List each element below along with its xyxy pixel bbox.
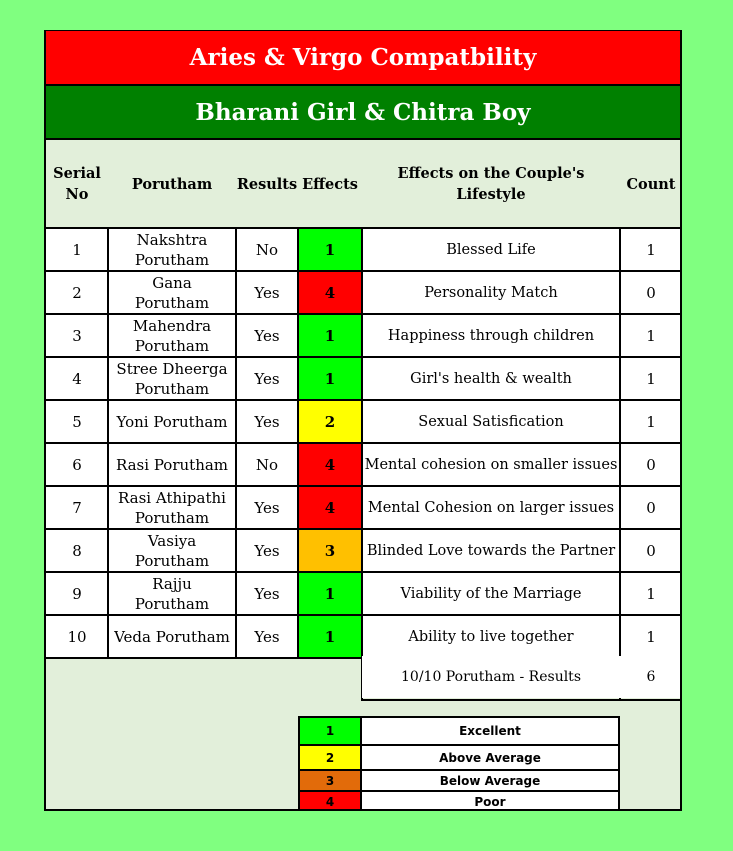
cell-serial: 8 [46, 530, 108, 571]
cell-serial: 4 [46, 358, 108, 399]
effect-badge: 3 [298, 530, 362, 571]
column-divider [107, 227, 109, 658]
column-divider [619, 227, 621, 658]
cell-serial: 3 [46, 315, 108, 356]
cell-lifestyle: Mental Cohesion on larger issues [362, 487, 620, 528]
legend-label: Below Average [362, 771, 618, 790]
row-divider [46, 313, 682, 315]
cell-count: 0 [620, 530, 682, 571]
row-divider [46, 528, 682, 530]
row-divider [46, 485, 682, 487]
header-effects: Effects [302, 175, 358, 193]
summary-count: 6 [620, 656, 682, 698]
porutham-sheet [44, 30, 682, 811]
cell-lifestyle: Happiness through children [362, 315, 620, 356]
header-results: Results [236, 175, 298, 193]
cell-lifestyle: Sexual Satisfication [362, 401, 620, 442]
cell-porutham: Yoni Porutham [108, 401, 236, 442]
column-divider [235, 227, 237, 658]
cell-porutham: Veda Porutham [108, 616, 236, 657]
legend-swatch: 1 [300, 718, 360, 744]
cell-count: 1 [620, 315, 682, 356]
cell-result: Yes [236, 401, 298, 442]
cell-serial: 5 [46, 401, 108, 442]
summary-label: 10/10 Porutham - Results [362, 656, 620, 698]
effect-badge: 2 [298, 401, 362, 442]
legend-swatch: 2 [300, 746, 360, 769]
row-divider [46, 571, 682, 573]
cell-serial: 2 [46, 272, 108, 313]
cell-count: 0 [620, 487, 682, 528]
cell-lifestyle: Viability of the Marriage [362, 573, 620, 614]
row-divider [46, 270, 682, 272]
cell-lifestyle: Personality Match [362, 272, 620, 313]
cell-lifestyle: Blessed Life [362, 229, 620, 270]
cell-result: Yes [236, 315, 298, 356]
page-subtitle: Bharani Girl & Chitra Boy [46, 86, 680, 140]
cell-porutham: Gana Porutham [108, 272, 236, 313]
row-divider [46, 356, 682, 358]
cell-result: No [236, 444, 298, 485]
page-title: Aries & Virgo Compatbility [46, 31, 680, 86]
cell-count: 1 [620, 229, 682, 270]
cell-serial: 7 [46, 487, 108, 528]
effect-badge: 1 [298, 358, 362, 399]
effect-badge: 1 [298, 229, 362, 270]
row-divider [46, 399, 682, 401]
legend-label: Excellent [362, 718, 618, 744]
cell-lifestyle: Mental cohesion on smaller issues [362, 444, 620, 485]
cell-porutham: Stree Dheerga Porutham [108, 358, 236, 399]
cell-porutham: Rasi Porutham [108, 444, 236, 485]
header-porutham: Porutham [131, 175, 213, 193]
legend-swatch: 3 [300, 771, 360, 790]
cell-count: 1 [620, 616, 682, 657]
column-divider [297, 227, 299, 658]
cell-lifestyle: Girl's health & wealth [362, 358, 620, 399]
effect-badge: 1 [298, 315, 362, 356]
cell-lifestyle: Ability to live together [362, 616, 620, 657]
cell-count: 1 [620, 401, 682, 442]
cell-result: Yes [236, 573, 298, 614]
cell-porutham: Nakshtra Porutham [108, 229, 236, 270]
cell-result: Yes [236, 530, 298, 571]
header-serial: Serial No [53, 165, 101, 203]
cell-porutham: Rajju Porutham [108, 573, 236, 614]
legend-label: Poor [362, 792, 618, 811]
cell-count: 0 [620, 444, 682, 485]
cell-count: 1 [620, 573, 682, 614]
cell-serial: 1 [46, 229, 108, 270]
effect-badge: 1 [298, 616, 362, 657]
legend-swatch: 4 [300, 792, 360, 811]
cell-result: Yes [236, 616, 298, 657]
cell-result: Yes [236, 487, 298, 528]
row-divider [46, 442, 682, 444]
cell-porutham: Mahendra Porutham [108, 315, 236, 356]
cell-result: No [236, 229, 298, 270]
cell-serial: 9 [46, 573, 108, 614]
cell-lifestyle: Blinded Love towards the Partner [362, 530, 620, 571]
effect-badge: 1 [298, 573, 362, 614]
cell-serial: 10 [46, 616, 108, 657]
header-lifestyle: Effects on the Couple's Lifestyle [397, 165, 585, 203]
effect-badge: 4 [298, 272, 362, 313]
cell-count: 1 [620, 358, 682, 399]
cell-result: Yes [236, 358, 298, 399]
row-divider [46, 614, 682, 616]
cell-count: 0 [620, 272, 682, 313]
legend-label: Above Average [362, 746, 618, 769]
effect-badge: 4 [298, 487, 362, 528]
cell-serial: 6 [46, 444, 108, 485]
column-divider [361, 227, 363, 658]
cell-result: Yes [236, 272, 298, 313]
cell-porutham: Vasiya Porutham [108, 530, 236, 571]
header-count: Count [626, 175, 676, 193]
row-divider [46, 227, 682, 229]
effect-badge: 4 [298, 444, 362, 485]
cell-porutham: Rasi Athipathi Porutham [108, 487, 236, 528]
